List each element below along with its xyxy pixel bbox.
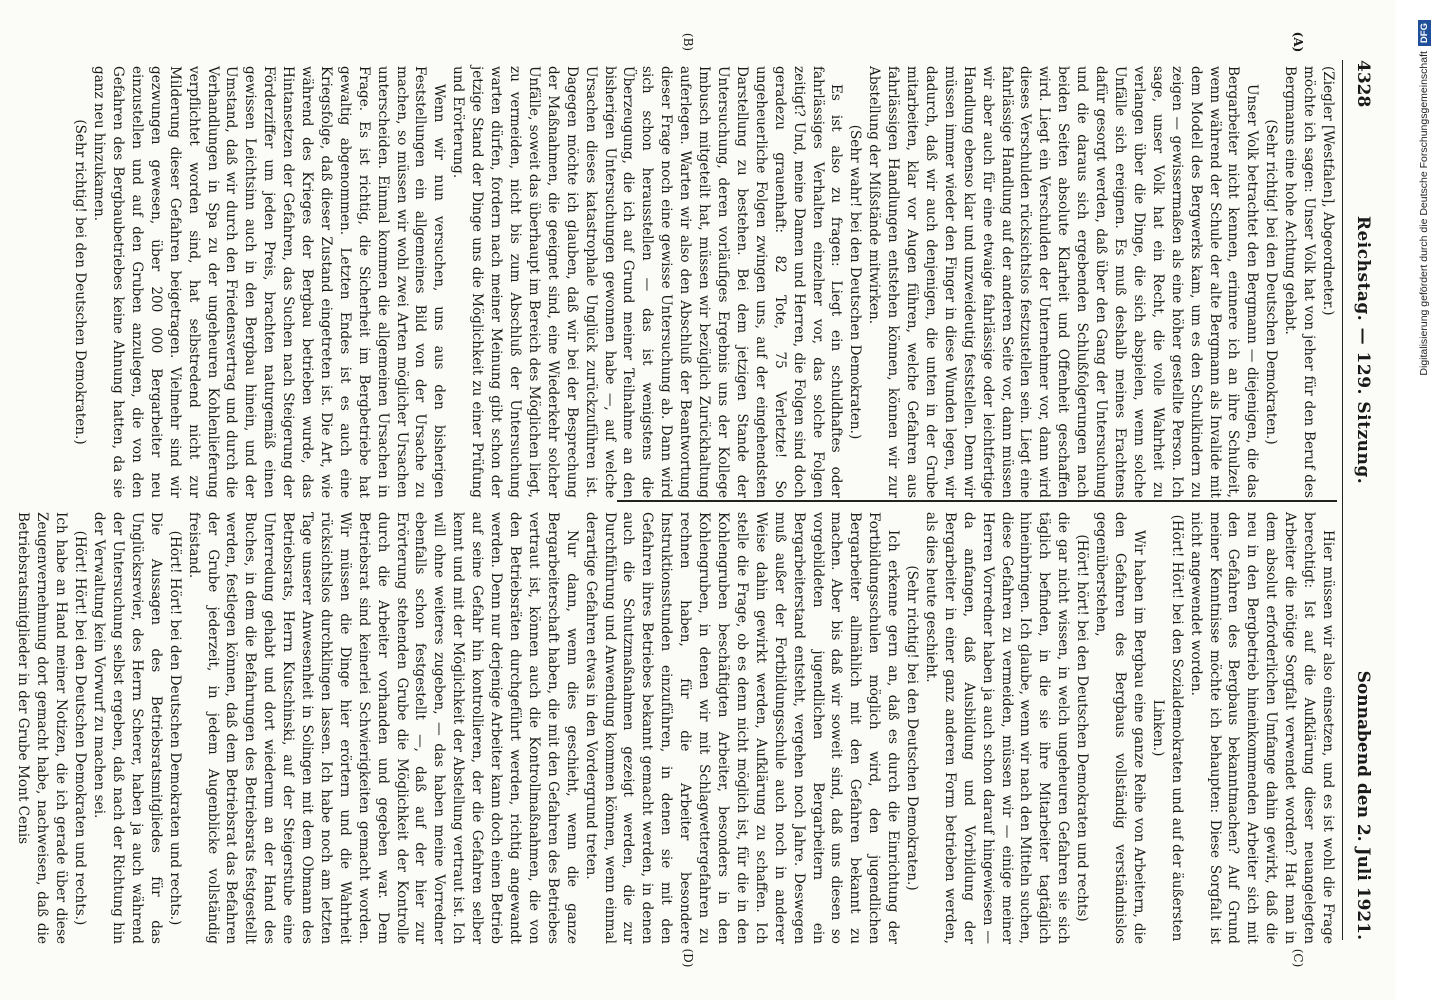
paragraph: Unser Volk betrachtet den Bergmann — diejenigen, die das Bergarbeiter nicht kennen, erinnere ich an ihre Schulzeit, wenn während der Schule der alte Bergmann als Invalide mit dem Modell des Bergwerks kam, um es den Schulkindern zu zeigen — gewissermaßen als eine höher gestellte Person. Ich sage, unser Volk hat ein Recht, die volle Wahrheit zu verlangen über die Dinge, die sich abspielen, wenn solche Unfälle sich ereignen. Es muß deshalb meines Erachtens dafür gesorgt werden, daß über den Gang der Untersuchung und die daraus sich ergebenden Schlußfolgerungen nach beiden Seiten absolute Klarheit und Offenheit geschaffen wird. Liegt ein Verschulden der Unternehmer vor, dann wird dieses Verschulden rücksichtslos festzustellen sein. Liegt eine fahrlässige Handlung auf der anderen Seite vor, dann müssen wir aber auch für eine etwaige fahrlässige oder leichtfertige Handlung ebenso klar und unzweideutig feststellen. Denn wir müssen immer wieder den Finger in diese Wunden legen, wir dadurch, daß wir auch denjenigen, die unten in der Grube mitarbeiten, klar vor Augen führen, welche Gefahren aus fahrlässigen Handlungen entstehen können, können wir zur Abstellung der Mißstände mitwirken.: [866, 66, 1261, 498]
paragraph: Hier müssen wir also einsetzen, und es ist wohl die Frage berechtigt: Ist auf die Aufklärung dieser neuangelegten Arbeiter die nötige Sorgfalt verwendet worden? Hat man in dem absolut erforderlichen Umfange dahin gewirkt, daß die neu in den Bergbetrieb hineinkommenden Arbeiter sich mit den Gefahren des Bergbaus bekanntmachen? Auf Grund meiner Kenntnisse möchte ich behaupten: Diese Sorgfalt ist nicht angewendet worden.: [1187, 512, 1336, 944]
page-number: 4328: [1353, 60, 1373, 108]
speaker-line: (Ziegler [Westfalen], Abgeordneter.): [1320, 66, 1336, 316]
margin-mark-d: (D): [681, 948, 695, 968]
paragraph: Wenn wir nun versuchen, uns aus den bisherigen Feststellungen ein allgemeines Bild von der Ursache zu machen, so müssen wir wohl zwei Arten möglicher Ursachen unterscheiden. Einmal kommen die allgemeinen Ursachen in Frage. Es ist richtig, die Sicherheit im Bergbetriebe hat gewaltig abgenommen. Letzten Endes ist es auch eine Kriegsfolge, daß dieser Zustand eingetreten ist. Die Art, wie während des Krieges der Bergbau betrieben wurde, das Hintansetzen der Gefahren, das Suchen nach Steigerung der Förderziffer um jeden Preis, brachten naturgemäß einen gewissen Leichtsinn auch in den Bergbau hinein, und der Umstand, daß wir durch den Friedensvertrag und durch die Verhandlungen in Spa zu der ungeheuren Kohlenlieferung verpflichtet worden sind, hat selbstredend nicht zur Milderung dieser Gefahren beigetragen. Vielmehr sind wir gezwungen gewesen, über 200 000 Bergarbeiter neu einzustellen und auf den Gruben anzulegen, die von den Gefahren des Bergbaubetriebes keine Ahnung hatten, da sie ganz neu hinzukamen.: [91, 66, 448, 498]
interjection: (Hört! Hört! bei den Deutschen Demokraten und rechts.): [166, 530, 183, 926]
header-rule: [1342, 60, 1343, 940]
digitization-attribution: [1412, 20, 1434, 980]
paragraph: Ich habe an Hand meiner Notizen, die ich gerade über diese Zeugenvernehmung dort gemacht habe, nachweisen, daß die Betriebsratsmitglieder in der Grube Mont Cenis: [15, 512, 70, 944]
paragraph: Es ist also zu fragen: Liegt ein schuldhaftes oder fahrlässiges Verhalten einzelner vor, das solche Folgen zeitigt? Und, meine Damen und Herren, die Folgen sind doch geradezu grauenhaft: 82 Tote, 75 Verletzte! So ungeheuerliche Folgen zwingen uns, auf der eingehendsten Darstellung zu bestehen. Bei dem jetzigen Stande der Untersuchung, deren vorläufiges Ergebnis uns der Kollege Imbusch mitgeteilt hat, müssen wir bezüglich Zurückhaltung auferlegen. Warten wir also den Abschluß der Beantwortung dieser Frage noch eine gewisse Untersuchung ab. Dann wird sich schon herausstellen — das ist wenigstens die Überzeugung, die ich auf Grund meiner Teilnahme an den bisherigen Untersuchungen gewonnen habe —, auf welche Ursachen dieses katastrophale Unglück zurückzuführen ist. Dagegen möchte ich glauben, daß wir bei der Besprechung der Maßnahmen, die geeignet sind, eine Wiederkehr solcher Unfälle, soweit das überhaupt im Bereich des Möglichen liegt, zu vermeiden, nicht bis zum Abschluß der Untersuchung warten dürfen, fordern nach meiner Meinung gibt schon der jetzige Stand der Dinge uns die Möglichkeit zu einer Prüfung und Erörterung.: [450, 66, 845, 498]
paragraph: Die Aussagen des Betriebsratsmitgliedes für das Unglücksrevier, des Herrn Scherer, haben ja auch während der Untersuchung selbst ergeben, daß nach der Richtung hin der Verwaltung kein Vorwurf zu machen sei.: [91, 512, 164, 944]
paragraph: möchte ich sagen: Unser Volk hat von jeher für den Beruf des Bergmanns eine hohe Achtung gehabt.: [1282, 66, 1318, 498]
margin-mark-b: (B): [681, 32, 695, 52]
margin-mark-a: (A): [1291, 31, 1305, 53]
session-heading: Reichstag. — 129. Sitzung.: [1353, 215, 1373, 485]
interjection: (Sehr wahr! bei den Deutschen Demokraten.): [847, 124, 864, 440]
paragraph: die gar nicht wissen, in welch ungeheuren Gefahren sie sich täglich befinden, in die sie ihre Mitarbeiter tagtäglich hineinbringen. Ich glaube, wenn wir nach den Mitteln suchen, diese Gefahren zu vermeiden, müssen wir — einige meiner Herren Vorredner haben ja auch schon darauf hingewiesen — da anfangen, daß Ausbildung und Vorbildung der Bergarbeiter in einer ganz anderen Form betrieben werden, als dies heute geschieht.: [922, 512, 1072, 944]
interjection: (Hört! Hört! bei den Sozialdemokraten und auf der äußersten Linken.): [1149, 514, 1185, 942]
interjection: (Sehr richtig! bei den Deutschen Demokraten.): [904, 565, 921, 891]
paragraph: Wir haben im Bergbau eine ganze Reihe von Arbeitern, die den Gefahren des Bergbaus vollständig verständnislos gegenüberstehen,: [1093, 512, 1147, 944]
paragraph: Ich erkenne gern an, daß es durch die Einrichtung der Fortbildungsschulen möglich wird, den jugendlichen Bergarbeiter allmählich mit den Gefahren bekannt zu machen. Aber bis daß wir soweit sind, daß uns diesen so vorgebildeten jugendlichen Bergarbeitern ein Bergarbeiterstand entsteht, vergehen noch Jahre. Deswegen muß außer der Fortbildungsschule auch noch in anderer Weise dahin gewirkt werden, Aufklärung zu schaffen. Ich stelle die Frage, ob es denn nicht möglich ist, für die in den Kohlengruben beschäftigten Arbeiter, besonders in den Kohlengruben, in denen wir mit Schlagwettergefahren zu rechnen haben, für die Arbeiter besondere Instruktionsstunden einzuführen, in denen sie mit den Gefahren ihres Betriebes bekannt gemacht werden, in denen auch die Schutzmaßnahmen gezeigt werden, die zur Durchführung und Anwendung kommen können, wenn einmal derartige Gefahren etwas in den Vordergrund treten.: [582, 512, 902, 944]
page-header: [1345, 60, 1373, 940]
session-date: Sonnabend den 2. Juli 1921.: [1353, 670, 1373, 940]
attribution-text: Digitalisierung gefördert durch die Deutsche Forschungsgemeinschaft: [1418, 51, 1430, 376]
interjection: (Hört! hört! bei den Deutschen Demokraten und rechts): [1074, 534, 1091, 922]
interjection: (Hört! Hört! bei den Deutschen Demokraten und rechts.): [72, 530, 89, 926]
column-divider: [617, 500, 1337, 502]
interjection: (Sehr richtig! bei den Deutschen Demokraten.): [72, 119, 89, 445]
dfg-logo: DFG: [1418, 20, 1431, 46]
right-column: [15, 512, 1337, 944]
margin-mark-c: (C): [1291, 948, 1305, 968]
left-column: [27, 66, 1337, 498]
paragraph: Nur dann, wenn dies geschieht, wenn die ganze Bergarbeiterschaft haben, die mit den Gefahren des Betriebes vertraut ist, können auch die Kontrollmaßnahmen, die von den Betriebsräten durchgeführt werden, richtig angewandt werden. Denn nur derjenige Arbeiter kann doch einen Betrieb auf seine Gefahr hin kontrollieren, der die Gefahren selber kennt und mit der Möglichkeit der Abstellung vertraut ist. Ich will ohne weiteres zugeben, — das haben meine Vorredner ebenfalls schon festgestellt —, daß auf der hier zur Erörterung stehenden Grube die Möglichkeit der Kontrolle durch die Arbeiter vorhanden und gegeben war. Dem Betriebsrat sind keinerlei Schwierigkeiten gemacht worden. Wir müssen die Dinge hier erörtern und die Wahrheit rücksichtslos durchklingen lassen. Ich habe noch am letzten Tage unserer Anwesenheit in Solingen mit dem Obmann des Betriebsrats, Herrn Kutschinski, auf der Steigerstube eine Unterredung gehabt und dort wiederum an der Hand des Buches, in dem die Befahrungen des Betriebsrats festgestellt werden, festlegen können, daß dem Betriebsrat das Befahren der Grube jederzeit, in jedem Augenblicke vollständig freistand.: [185, 512, 580, 944]
interjection: (Sehr richtig! bei den Deutschen Demokraten.): [1263, 119, 1280, 445]
